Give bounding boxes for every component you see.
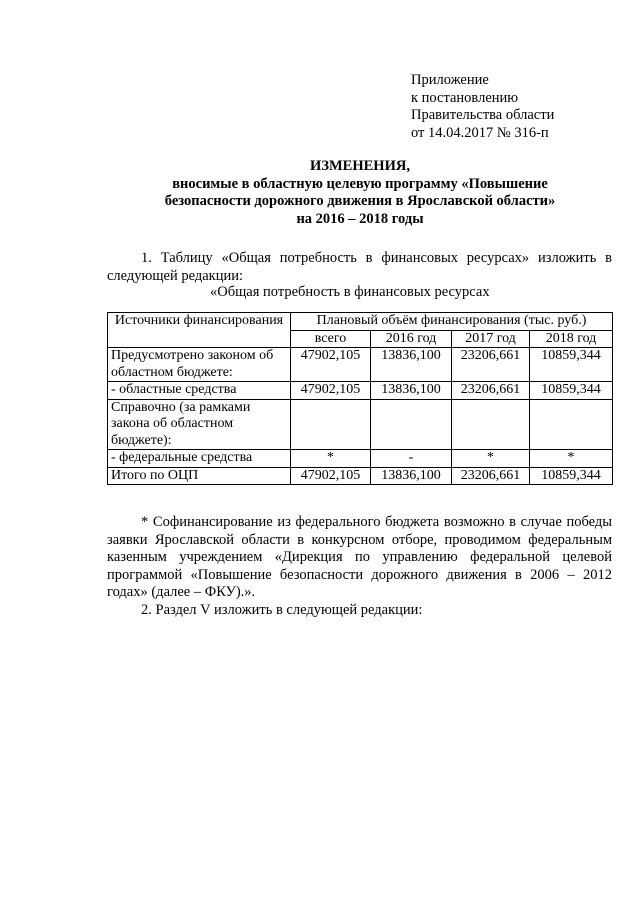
table-row <box>108 467 613 485</box>
table-header-row <box>108 313 613 331</box>
cell-2016 <box>371 399 452 450</box>
cell-total <box>291 399 371 450</box>
financing-table <box>107 312 613 485</box>
table-row <box>108 382 613 400</box>
title-line-1: ИЗМЕНЕНИЯ, <box>310 158 410 174</box>
row-label: - областные средства <box>108 382 291 400</box>
row-label: Итого по ОЦП <box>108 467 291 485</box>
cell-2018: 10859,344 <box>530 348 613 382</box>
cell-2016: 13836,100 <box>371 348 452 382</box>
cell-total: 47902,105 <box>291 467 371 485</box>
cell-2017: * <box>452 450 530 468</box>
header-2017: 2017 год <box>452 330 530 348</box>
paragraph-3: 2. Раздел V изложить в следующей редакции: <box>141 602 423 618</box>
cell-2018 <box>530 399 613 450</box>
cell-2017: 23206,661 <box>452 382 530 400</box>
header-2016: 2016 год <box>371 330 452 348</box>
appendix-line-1: Приложение <box>411 72 489 88</box>
cell-2016: 13836,100 <box>371 382 452 400</box>
title-line-3: безопасности дорожного движения в Ярославской области» <box>164 193 556 209</box>
row-label: - федеральные средства <box>108 450 291 468</box>
table-row <box>108 450 613 468</box>
cell-2016: 13836,100 <box>371 467 452 485</box>
appendix-line-4: от 14.04.2017 № 316-п <box>411 124 549 141</box>
appendix-line-2: к постановлению <box>411 89 519 106</box>
title-line-2: вносимые в областную целевую программу «Повышение <box>172 175 548 192</box>
cell-2017: 23206,661 <box>452 467 530 485</box>
header-total: всего <box>291 330 371 348</box>
cell-2017 <box>452 399 530 450</box>
document-title <box>100 158 620 228</box>
cell-2018: 10859,344 <box>530 467 613 485</box>
title-line-4: на 2016 – 2018 годы <box>296 210 424 227</box>
table-row <box>108 348 613 382</box>
appendix-line-3: Правительства области <box>411 107 555 123</box>
cell-total: * <box>291 450 371 468</box>
row-label: Предусмотрено законом об областном бюджете: <box>108 348 291 382</box>
cell-2018: 10859,344 <box>530 382 613 400</box>
cell-total: 47902,105 <box>291 348 371 382</box>
paragraph-1: 1. Таблицу «Общая потребность в финансовых ресурсах» изложить в следующей редакции: <box>107 250 612 284</box>
cell-2016: - <box>371 450 452 468</box>
cell-total: 47902,105 <box>291 382 371 400</box>
cell-2017: 23206,661 <box>452 348 530 382</box>
cell-2018: * <box>530 450 613 468</box>
row-label: Справочно (за рамками закона об областном бюджете): <box>108 399 291 450</box>
appendix-block <box>411 72 621 142</box>
header-sources: Источники финансирования <box>108 313 291 348</box>
table-row <box>108 399 613 450</box>
header-plan: Плановый объём финансирования (тыс. руб.) <box>291 313 613 331</box>
paragraph-2-footnote: * Софинансирование из федерального бюджета возможно в случае победы заявки Ярославской области в конкурсном отборе, проводимом федеральным казенным учреждением «Дирекция по управлению федеральной целевой программой «Повышение безопасности дорожного движения в 2006 – 2012 годах» (далее – ФКУ).». <box>107 514 612 601</box>
header-2018: 2018 год <box>530 330 613 348</box>
table-caption: «Общая потребность в финансовых ресурсах <box>210 284 490 300</box>
